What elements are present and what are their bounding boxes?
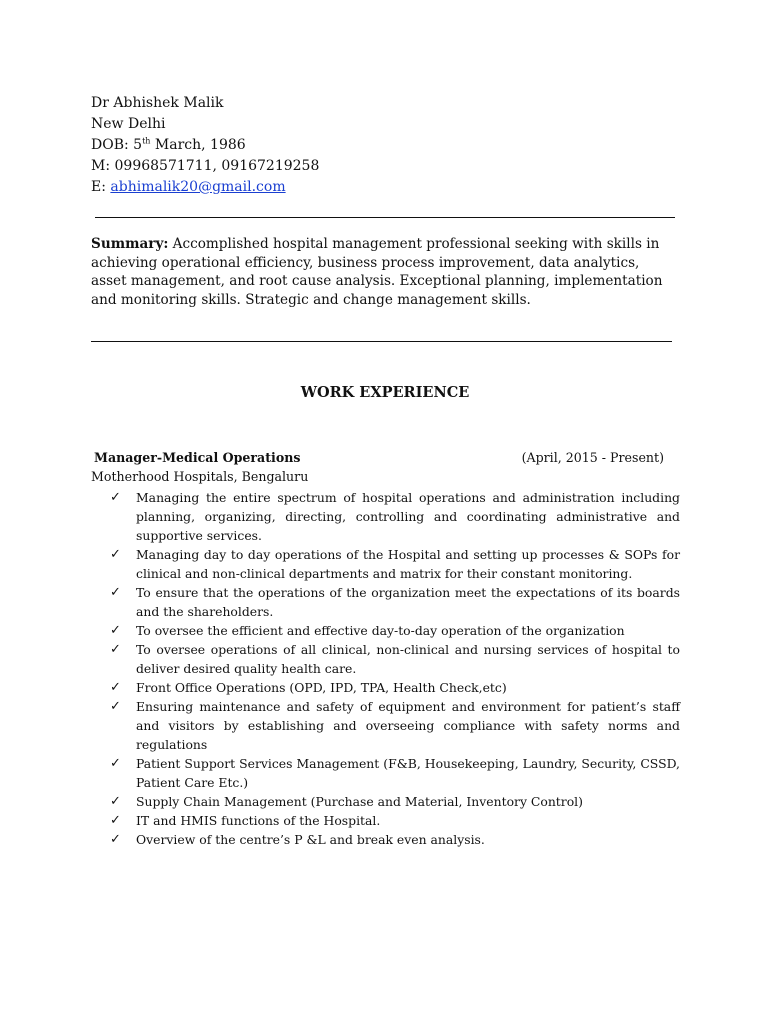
checkmark-icon: ✓ (110, 547, 121, 562)
duty-text: To ensure that the operations of the organization meet the expectations of its boards and the shareholders. (136, 585, 680, 619)
section-heading-work-experience: WORK EXPERIENCE (300, 384, 470, 401)
checkmark-icon: ✓ (110, 699, 121, 714)
candidate-phone: M: 09968571711, 09167219258 (91, 158, 320, 174)
email-label: E: (91, 179, 111, 195)
divider-bottom (91, 341, 672, 342)
duty-item (110, 754, 680, 792)
duty-text: To oversee operations of all clinical, non-clinical and nursing services of hospital to deliver desired quality health care. (136, 642, 680, 676)
candidate-dob (91, 135, 319, 156)
duty-item (110, 830, 680, 849)
duty-item (110, 583, 680, 621)
checkmark-icon: ✓ (110, 623, 121, 638)
job-title: Manager-Medical Operations (94, 450, 301, 465)
duty-text: Patient Support Services Management (F&B, Housekeeping, Laundry, Security, CSSD, Patient Care Etc.) (136, 756, 680, 790)
duty-text: Managing day to day operations of the Hospital and setting up processes & SOPs for clinical and non-clinical departments and matrix for their constant monitoring. (136, 547, 680, 581)
dob-text-rest: March, 1986 (150, 137, 246, 153)
duty-text: Ensuring maintenance and safety of equipment and environment for patient’s staff and visitors by establishing and overseeing compliance with safety norms and regulations (136, 699, 680, 752)
checkmark-icon: ✓ (110, 680, 121, 695)
job-employer: Motherhood Hospitals, Bengaluru (91, 469, 309, 484)
checkmark-icon: ✓ (110, 490, 121, 505)
candidate-name: Dr Abhishek Malik (91, 95, 224, 111)
job-dates: (April, 2015 - Present) (521, 450, 664, 465)
checkmark-icon: ✓ (110, 832, 121, 847)
duty-item (110, 621, 680, 640)
job-duties-list (110, 488, 680, 849)
checkmark-icon: ✓ (110, 756, 121, 771)
duty-item (110, 697, 680, 754)
contact-block (91, 93, 319, 198)
summary-text: Accomplished hospital management professional seeking with skills in achieving operational efficiency, business process improvement, data analytics, asset management, and root cause analysis. Exceptional planning, implementation and monitoring skills. Strategic and change management skills. (91, 236, 663, 308)
checkmark-icon: ✓ (110, 585, 121, 600)
checkmark-icon: ✓ (110, 813, 121, 828)
checkmark-icon: ✓ (110, 642, 121, 657)
checkmark-icon: ✓ (110, 794, 121, 809)
duty-item (110, 811, 680, 830)
divider-top (95, 217, 675, 218)
duty-item (110, 640, 680, 678)
duty-text: IT and HMIS functions of the Hospital. (136, 813, 381, 828)
job-header (94, 450, 664, 465)
candidate-city: New Delhi (91, 116, 166, 132)
duty-text: Managing the entire spectrum of hospital operations and administration including planning, organizing, directing, controlling and coordinating administrative and supportive services. (136, 490, 680, 543)
dob-text: DOB: 5 (91, 137, 143, 153)
duty-text: Overview of the centre’s P &L and break even analysis. (136, 832, 485, 847)
duty-item (110, 792, 680, 811)
summary-label: Summary: (91, 236, 169, 252)
dob-superscript: th (142, 136, 151, 146)
duty-item (110, 678, 680, 697)
duty-item (110, 545, 680, 583)
email-link[interactable]: abhimalik20@gmail.com (110, 179, 286, 195)
duty-text: To oversee the efficient and effective day-to-day operation of the organization (136, 623, 625, 638)
duty-text: Supply Chain Management (Purchase and Material, Inventory Control) (136, 794, 583, 809)
duty-item (110, 488, 680, 545)
summary-paragraph (91, 235, 671, 309)
duty-text: Front Office Operations (OPD, IPD, TPA, Health Check,etc) (136, 680, 507, 695)
candidate-email (91, 177, 319, 198)
